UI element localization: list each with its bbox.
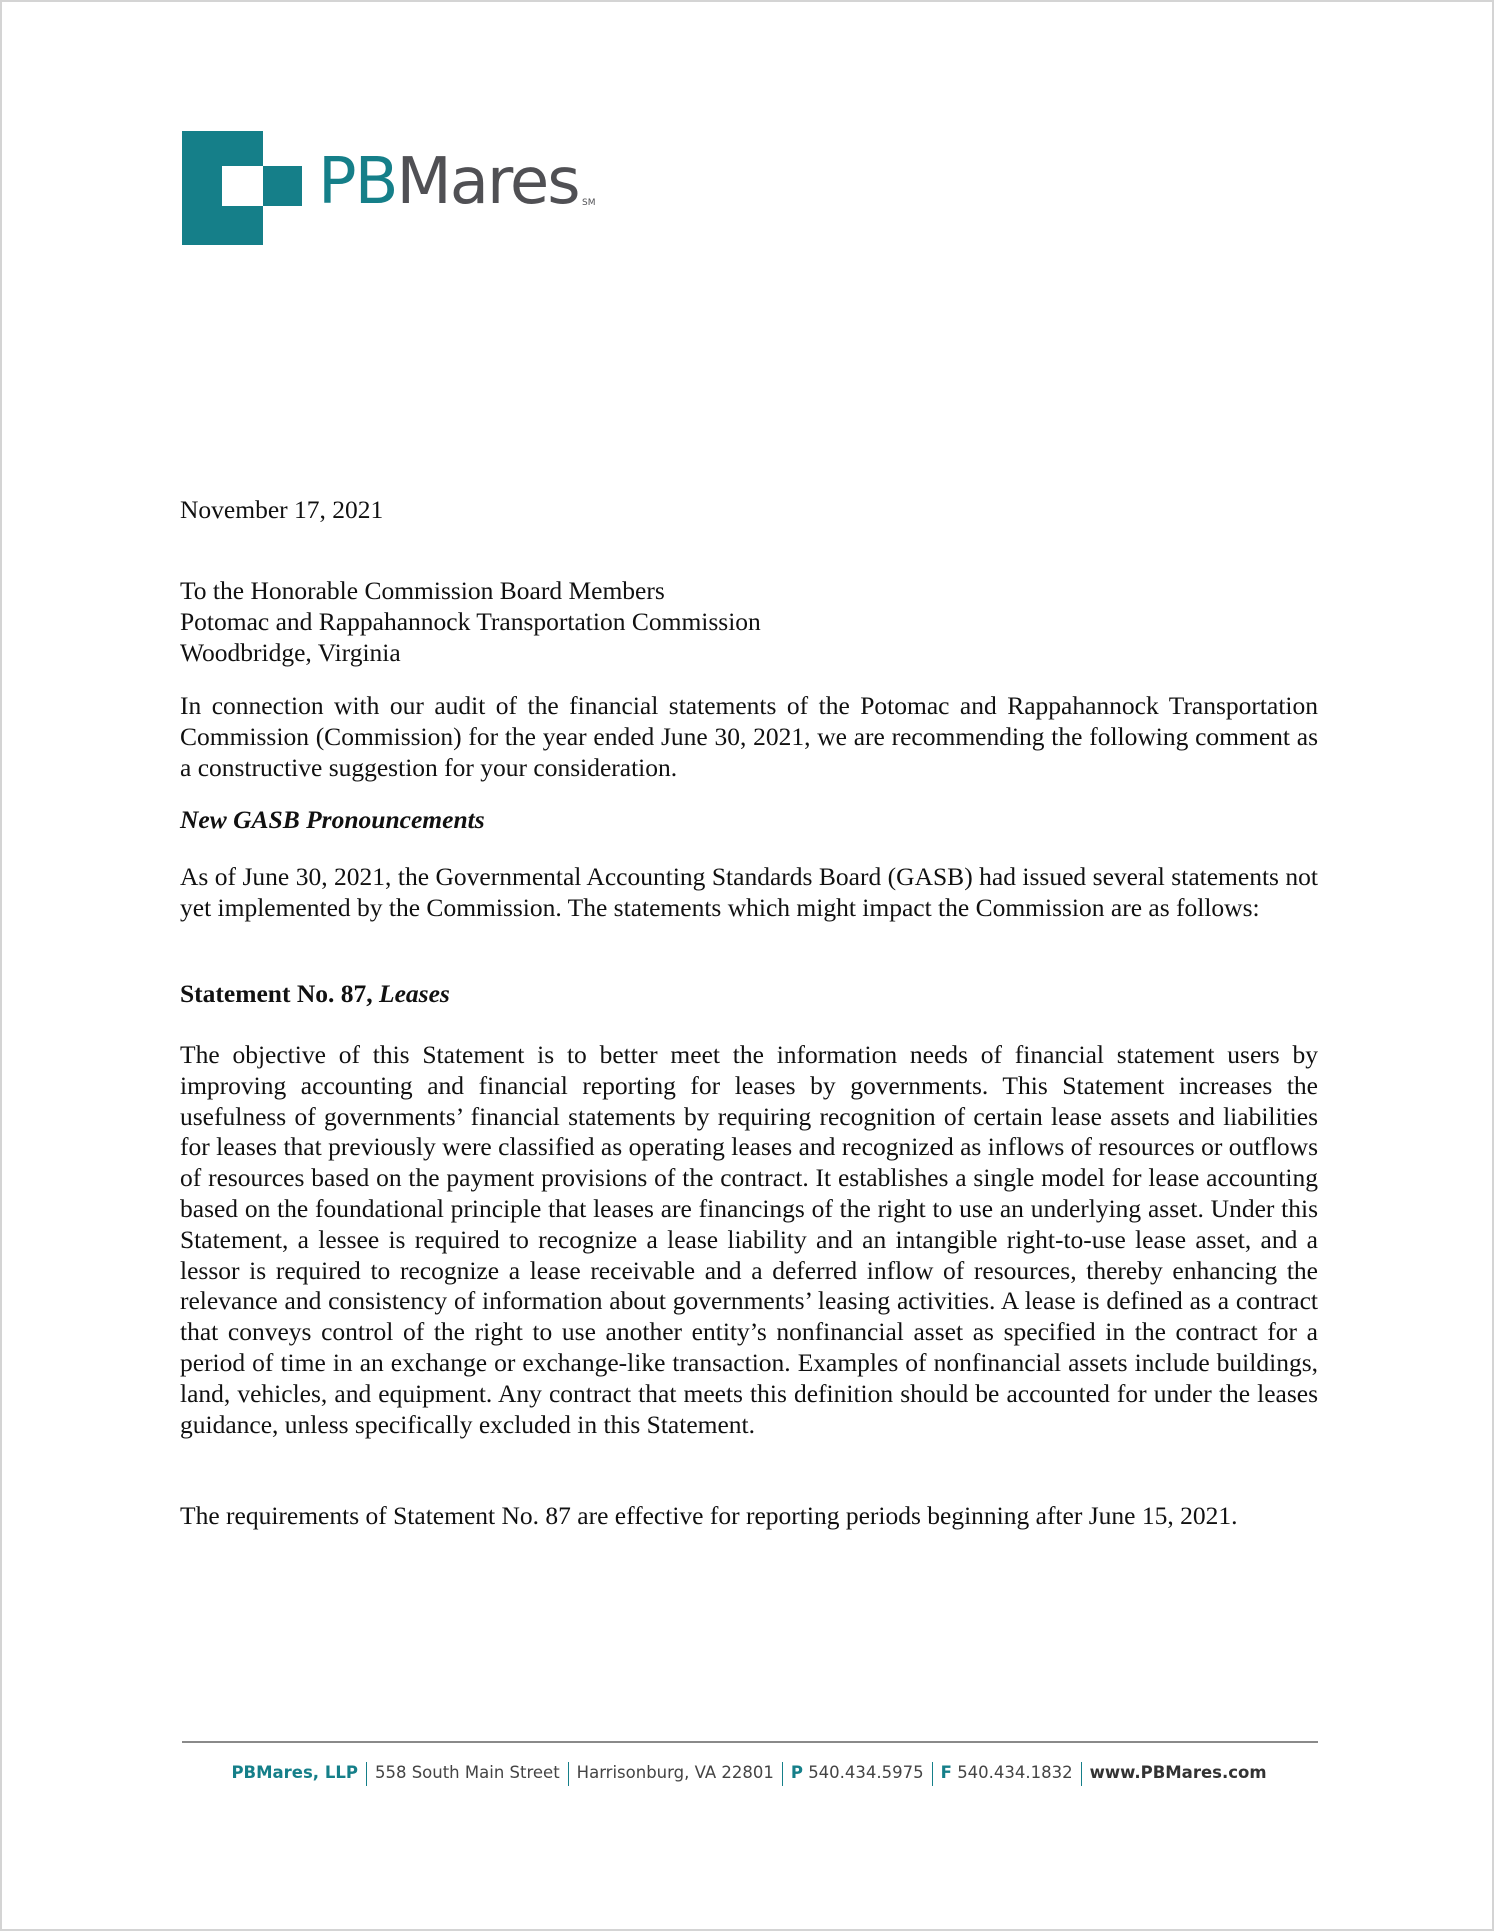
logo-mares: Mares	[396, 145, 579, 219]
logo-mark-small-square	[263, 166, 302, 206]
footer-phone-label: P	[790, 1763, 803, 1782]
section-heading: New GASB Pronouncements	[180, 805, 485, 834]
statement-effective-date: The requirements of Statement No. 87 are effective for reporting periods beginning after June 15, 2021.	[180, 1501, 1238, 1530]
statement-number: Statement No. 87,	[180, 979, 380, 1008]
intro-paragraph: In connection with our audit of the financial statements of the Potomac and Rappahannock Transportation Commission (Commission) for the year ended June 30, 2021, we are recommending the following comment as a constructive suggestion for your consideration.	[180, 691, 1318, 782]
logo-mark-cutout	[222, 166, 263, 206]
logo-wordmark	[318, 142, 579, 222]
address-line: To the Honorable Commission Board Members	[180, 576, 665, 605]
statement-heading	[180, 979, 1318, 1010]
logo-service-mark: SM	[582, 198, 596, 208]
address-line: Woodbridge, Virginia	[180, 637, 401, 667]
footer-phone: 540.434.5975	[808, 1763, 924, 1782]
footer-separator	[932, 1762, 933, 1786]
footer-street: 558 South Main Street	[374, 1763, 560, 1782]
letter-date: November 17, 2021	[180, 495, 384, 524]
statement-title: Leases	[379, 979, 450, 1008]
letterhead-footer	[2, 1761, 1494, 1786]
section-paragraph: As of June 30, 2021, the Governmental Accounting Standards Board (GASB) had issued several statements not yet implemented by the Commission. The statements which might impact the Commission are as follows:	[180, 862, 1318, 922]
address-line: Potomac and Rappahannock Transportation Commission	[180, 606, 761, 636]
footer-separator	[1081, 1762, 1082, 1786]
footer-separator	[782, 1762, 783, 1786]
footer-separator	[366, 1762, 367, 1786]
logo-pb: PB	[318, 145, 397, 219]
footer-fax: 540.434.1832	[957, 1763, 1073, 1782]
recipient-address	[180, 576, 1318, 668]
footer-website: www.PBMares.com	[1089, 1763, 1267, 1782]
footer-city: Harrisonburg, VA 22801	[576, 1763, 774, 1782]
footer-separator	[568, 1762, 569, 1786]
statement-body: The objective of this Statement is to better meet the information needs of financial statement users by improving accounting and financial reporting for leases by governments. This Statement increases the usefulness of governments’ financial statements by requiring recognition of certain lease assets and liabilities for leases that previously were classified as operating leases and recognized as inflows of resources or outflows of resources based on the payment provisions of the contract. It establishes a single model for lease accounting based on the foundational principle that leases are financings of the right to use an underlying asset. Under this Statement, a lessee is required to recognize a lease liability and an intangible right-to-use lease asset, and a lessor is required to recognize a lease receivable and a deferred inflow of resources, thereby enhancing the relevance and consistency of information about governments’ leasing activities. A lease is defined as a contract that conveys control of the right to use another entity’s nonfinancial asset as specified in the contract for a period of time in an exchange or exchange-like transaction. Examples of nonfinancial assets include buildings, land, vehicles, and equipment. Any contract that meets this definition should be accounted for under the leases guidance, unless specifically excluded in this Statement.	[180, 1040, 1318, 1439]
footer-divider	[182, 1741, 1318, 1743]
footer-firm: PBMares, LLP	[231, 1763, 358, 1782]
footer-fax-label: F	[940, 1763, 952, 1782]
